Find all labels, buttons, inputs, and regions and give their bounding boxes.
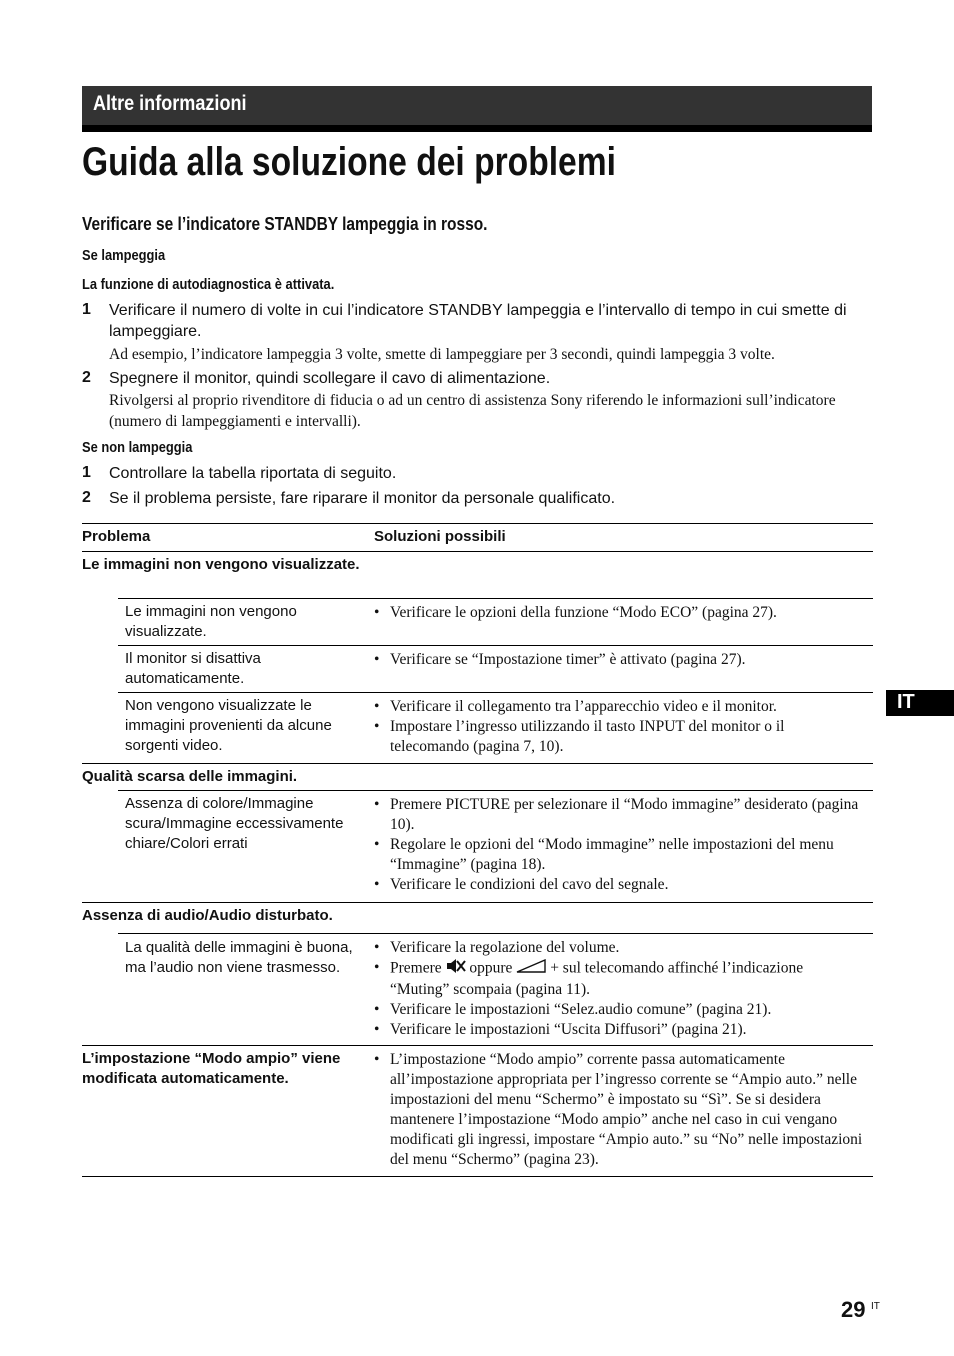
- muting-suffix: + sul telecomando affinché l’indicazione “Muting” scompaia (pagina 11).: [390, 959, 804, 998]
- problem-cell: Le immagini non vengono visualizzate.: [125, 603, 297, 640]
- volume-ramp-icon: [516, 959, 546, 979]
- problem-cell: La qualità delle immagini è buona, ma l’audio non viene trasmesso.: [125, 939, 353, 976]
- category-label: L’impostazione “Modo ampio” viene modificata automaticamente.: [82, 1050, 341, 1087]
- solution-item: • Premere PICTURE per selezionare il “Modo immagine” desiderato (pagina 10).: [372, 795, 864, 835]
- solutions-list: [372, 938, 864, 1040]
- solution-item: • Verificare se “Impostazione timer” è attivato (pagina 27).: [372, 650, 864, 670]
- step-number: 2: [82, 489, 91, 506]
- solution-item: • Verificare le impostazioni “Selez.audio comune” (pagina 21).: [372, 1000, 864, 1020]
- category-label: Le immagini non vengono visualizzate.: [82, 556, 360, 573]
- solution-item: • Verificare la regolazione del volume.: [372, 938, 864, 958]
- solution-item-muting: [372, 958, 864, 1000]
- table-rule: [82, 763, 873, 764]
- page-title: Guida alla soluzione dei problemi: [82, 140, 616, 184]
- step-text: Verificare il numero di volte in cui l’indicatore STANDBY lampeggia e l’intervallo di tempo in cui smette di lampeggiare.: [109, 302, 847, 340]
- solutions-list: [372, 650, 864, 670]
- table-rule: [82, 523, 873, 524]
- solutions-list: [372, 1050, 864, 1170]
- page-number: 29: [841, 1297, 866, 1322]
- muting-prefix: Premere: [390, 959, 442, 977]
- section-header-rule: [82, 125, 872, 132]
- solution-item: • Verificare il collegamento tra l’apparecchio video e il monitor.: [372, 697, 864, 717]
- solution-item: • L’impostazione “Modo ampio” corrente passa automaticamente all’impostazione appropriata per l’ingresso corrente se “Ampio auto.” nelle impostazioni del menu “Schermo” è impostato su “Sì”. Se si desidera mantenere l’impostazione “Modo ampio” anche nel caso in cui vengano modificati gli ingressi, impostare “Ampio auto.” su “No” nelle impostazioni del menu “Schermo” (pagina 23).: [372, 1050, 864, 1170]
- table-rule: [82, 902, 873, 903]
- problem-cell: Non vengono visualizzate le immagini provenienti da alcune sorgenti video.: [125, 697, 332, 754]
- solutions-list: [372, 697, 864, 757]
- column-header-solutions: Soluzioni possibili: [374, 528, 506, 545]
- column-header-problem: Problema: [82, 528, 151, 545]
- table-rule: [118, 645, 873, 646]
- table-rule: [82, 1045, 873, 1046]
- step-text: Spegnere il monitor, quindi scollegare il cavo di alimentazione.: [109, 370, 551, 387]
- language-tab-label: IT: [897, 691, 915, 713]
- page-language: IT: [871, 1301, 880, 1312]
- mute-icon: [446, 958, 466, 980]
- solution-item: • Verificare le impostazioni “Uscita Diffusori” (pagina 21).: [372, 1020, 864, 1040]
- blinking-heading: Se lampeggia: [82, 247, 166, 264]
- solution-item: • Impostare l’ingresso utilizzando il tasto INPUT del monitor o il telecomando (pagina 7, 10).: [372, 717, 864, 757]
- standby-subheading: Verificare se l’indicatore STANDBY lampeggia in rosso.: [82, 214, 488, 234]
- category-label: Qualità scarsa delle immagini.: [82, 768, 298, 785]
- step-note: Ad esempio, l’indicatore lampeggia 3 volte, smette di lampeggiare per 3 secondi, quindi lampeggia 3 volte.: [109, 346, 775, 363]
- table-rule: [82, 1176, 873, 1177]
- not-blinking-heading: Se non lampeggia: [82, 439, 193, 456]
- problem-cell: Il monitor si disattiva automaticamente.: [125, 650, 261, 687]
- blinking-subheading: La funzione di autodiagnostica è attivata.: [82, 276, 335, 293]
- step-number: 1: [82, 464, 91, 481]
- solution-item: • Verificare le opzioni della funzione “Modo ECO” (pagina 27).: [372, 603, 864, 623]
- problem-cell: Assenza di colore/Immagine scura/Immagine eccessivamente chiare/Colori errati: [125, 795, 344, 852]
- step-note: Rivolgersi al proprio rivenditore di fiducia o ad un centro di assistenza Sony riferendo le informazioni sull’indicatore (numero di lampeggiamenti e intervalli).: [109, 392, 836, 430]
- solutions-list: [372, 795, 864, 895]
- table-rule: [118, 692, 873, 693]
- category-label: Assenza di audio/Audio disturbato.: [82, 907, 333, 924]
- solution-item: • Regolare le opzioni del “Modo immagine” nelle impostazioni del menu “Immagine” (pagina 18).: [372, 835, 864, 875]
- step-text: Controllare la tabella riportata di seguito.: [109, 465, 397, 482]
- step-number: 1: [82, 301, 91, 318]
- solutions-list: [372, 603, 864, 623]
- table-rule: [118, 790, 873, 791]
- table-rule: [82, 551, 873, 552]
- table-rule: [118, 598, 873, 599]
- section-title: Altre informazioni: [93, 92, 247, 115]
- solution-item: • Verificare le condizioni del cavo del segnale.: [372, 875, 864, 895]
- step-text: Se il problema persiste, fare riparare il monitor da personale qualificato.: [109, 490, 616, 507]
- step-number: 2: [82, 369, 91, 386]
- table-rule: [118, 933, 873, 934]
- muting-middle: oppure: [469, 959, 513, 977]
